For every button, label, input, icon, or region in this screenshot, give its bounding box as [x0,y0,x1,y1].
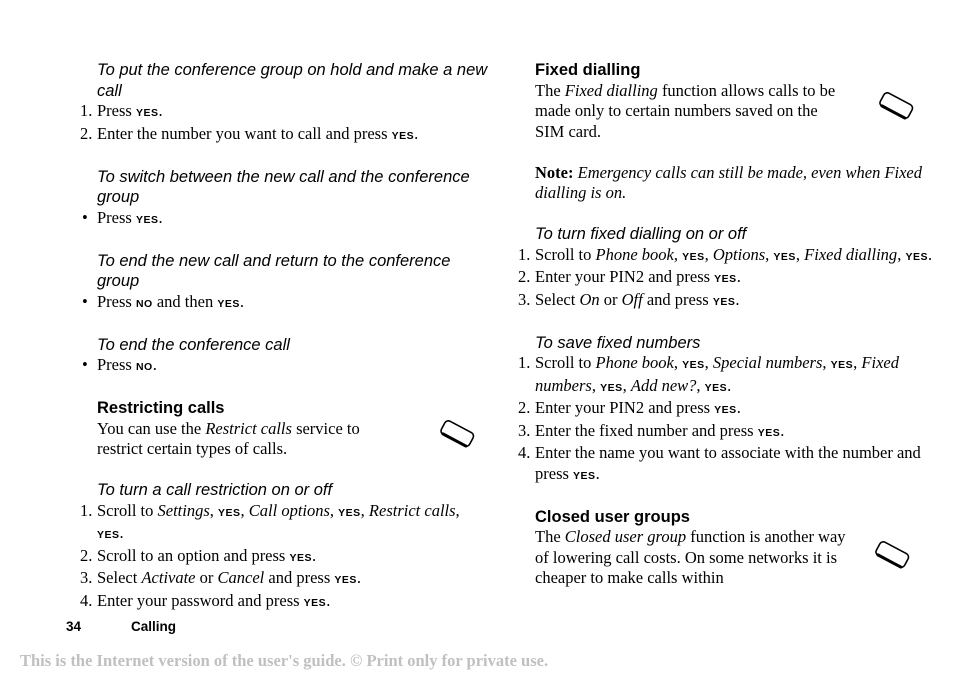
yes-key: YES [97,529,120,541]
yes-key: YES [303,596,327,609]
list-item: 2. Enter the number you want to call and press YES. [80,123,419,143]
yes-key: YES [905,250,928,263]
yes-key: YES [135,107,159,119]
yes-key: YES [218,506,241,519]
list-item: 2. Enter your PIN2 and press YES. [518,267,741,286]
yes-key: YES [135,213,159,226]
hold-steps [80,101,490,146]
page-number: 34 [66,619,82,634]
list-item: 4. Enter your password and press YES. [80,590,331,610]
list-item: 1. Press YES. [80,101,163,120]
procedure-title-save-fixed: To save fixed numbers [535,333,701,352]
procedure-title-turn-restriction: To turn a call restriction on or off [97,481,333,499]
footer-notice: This is the Internet version of the user's guide. © Print only for private use. [20,651,549,670]
sim-card-icon [876,89,916,128]
section-heading-restricting: Restricting calls [97,399,225,417]
right-column [518,60,938,589]
cug-paragraph: The Closed user group function is another way of lowering call costs. On some networks it is cheaper to make calls within [535,527,846,587]
list-item: 3. Enter the fixed number and press YES. [518,420,785,440]
yes-key: YES [712,295,736,308]
no-key: NO [135,297,153,310]
list-item: 2. Scroll to an option and press YES. [80,545,317,565]
procedure-title-hold: To put the conference group on hold and make a new call [97,61,488,100]
list-item: 1. Scroll to Settings, YES, Call options, YES, Restrict calls, YES. [80,500,460,542]
fixed-dialling-steps [518,245,938,313]
yes-key: YES [338,506,361,519]
restrict-paragraph: You can use the Restrict calls service to restrict certain types of calls. [97,418,360,458]
left-column [80,60,490,613]
sim-card-icon [872,538,912,577]
procedure-title-fixed-dialling: To turn fixed dialling on or off [535,225,747,243]
list-item: • Press YES. [82,207,163,227]
yes-key: YES [391,129,415,142]
list-item: 2. Enter your PIN2 and press YES. [518,398,741,417]
yes-key: YES [682,250,705,263]
sim-card-icon [437,417,477,456]
yes-key: YES [757,426,781,439]
note-paragraph: Note: Emergency calls can still be made, even when Fixed dialling is on. [535,162,922,202]
yes-key: YES [334,574,357,586]
yes-key: YES [289,551,312,564]
yes-key: YES [714,404,737,416]
no-key: NO [135,361,153,373]
yes-key: YES [600,381,623,394]
list-item: • Press NO and then YES. [82,291,244,311]
procedure-title-end-new: To end the new call and return to the conference group [97,251,451,290]
save-fixed-steps [518,353,938,486]
procedure-title-end-conference: To end the conference call [97,335,290,354]
section-heading-fixed-dialling: Fixed dialling [535,61,641,79]
list-item: 3. Select On or Off and press YES. [518,289,740,309]
yes-key: YES [830,359,854,371]
yes-key: YES [773,250,796,263]
list-item: • Press NO. [82,355,157,374]
procedure-title-switch: To switch between the new call and the conference group [97,167,470,206]
section-heading-closed-user-groups: Closed user groups [535,507,690,526]
fixed-paragraph: The Fixed dialling function allows calls to be made only to certain numbers saved on the SIM card. [535,80,836,141]
list-item: 1. Scroll to Phone book, YES, Options, YES, Fixed dialling, YES. [518,244,933,264]
restriction-steps [80,501,490,614]
yes-key: YES [217,297,240,310]
list-item: 4. Enter the name you want to associate with the number and press YES. [518,443,921,483]
list-item: 1. Scroll to Phone book, YES, Special numbers, YES, Fixed numbers, YES, Add new?, YES. [518,353,899,395]
section-title: Calling [131,619,177,634]
yes-key: YES [682,359,705,371]
yes-key: YES [704,381,728,394]
yes-key: YES [573,469,596,482]
yes-key: YES [714,273,737,285]
list-item: 3. Select Activate or Cancel and press YES. [80,568,362,587]
